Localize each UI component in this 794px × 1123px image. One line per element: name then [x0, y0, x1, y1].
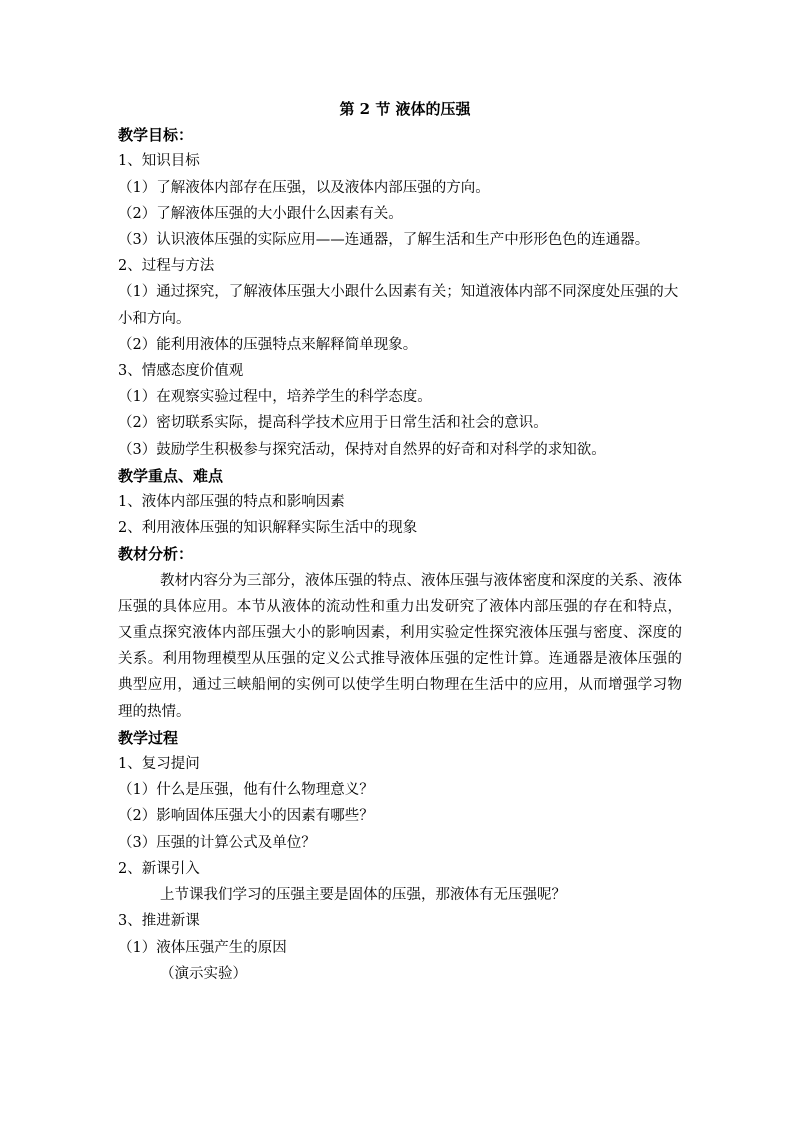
- key-point-line: 2、利用液体压强的知识解释实际生活中的现象: [118, 520, 418, 537]
- section-heading-analysis: 教材分析：: [118, 545, 194, 564]
- objective-line: （3）鼓励学生积极参与探究活动，保持对自然界的好奇和对科学的求知欲。: [118, 441, 606, 458]
- objective-line: （1）通过探究，了解液体压强大小跟什么因素有关；知道液体内部不同深度处压强的大小和方向。: [118, 284, 679, 327]
- section-heading-key-points: 教学重点、难点: [118, 466, 224, 485]
- demo-note: （演示实验）: [160, 965, 247, 982]
- process-line: 3、推进新课: [118, 913, 200, 930]
- objective-line: （1）了解液体内部存在压强，以及液体内部压强的方向。: [118, 179, 490, 196]
- key-point-line: 1、液体内部压强的特点和影响因素: [118, 494, 345, 511]
- analysis-paragraph: 教材内容分为三部分，液体压强的特点、液体压强与液体密度和深度的关系、液体压强的具体应用。本节从液体的流动性和重力出发研究了液体内部压强的存在和特点，又重点探究液体内部压强大小的影响因素，利用实验定性探究液体压强与密度、深度的关系。利用物理模型从压强的定义公式推导液体压强的定性计算。连通器是液体压强的典型应用，通过三峡船闸的实例可以使学生明白物理在生活中的应用，从而增强学习物理的热情。: [118, 572, 682, 720]
- document-page: [118, 96, 682, 987]
- process-line: （2）影响固体压强大小的因素有哪些？: [118, 808, 374, 825]
- process-line: 1、复习提问: [118, 756, 200, 773]
- objective-line: （3）认识液体压强的实际应用——连通器，了解生活和生产中形形色色的连通器。: [118, 232, 650, 249]
- objective-line: 3、情感态度价值观: [118, 363, 244, 380]
- section-heading-objectives: 教学目标：: [118, 126, 194, 145]
- process-line: （1）什么是压强，他有什么物理意义？: [118, 782, 374, 799]
- intro-paragraph: 上节课我们学习的压强主要是固体的压强，那液体有无压强呢？: [160, 887, 566, 904]
- process-line: （1）液体压强产生的原因: [118, 939, 287, 956]
- objective-line: 2、过程与方法: [118, 258, 215, 275]
- objective-line: （2）能利用液体的压强特点来解释简单现象。: [118, 336, 418, 353]
- objective-line: （2）了解液体压强的大小跟什么因素有关。: [118, 205, 403, 222]
- objective-line: 1、知识目标: [118, 153, 200, 170]
- objective-line: （1）在观察实验过程中，培养学生的科学态度。: [118, 389, 432, 406]
- page-title: 第 2 节 液体的压强: [339, 100, 471, 118]
- process-line: （3）压强的计算公式及单位？: [118, 834, 316, 851]
- section-heading-process: 教学过程: [118, 728, 179, 747]
- process-line: 2、新课引入: [118, 860, 200, 877]
- objective-line: （2）密切联系实际，提高科学技术应用于日常生活和社会的意识。: [118, 415, 548, 432]
